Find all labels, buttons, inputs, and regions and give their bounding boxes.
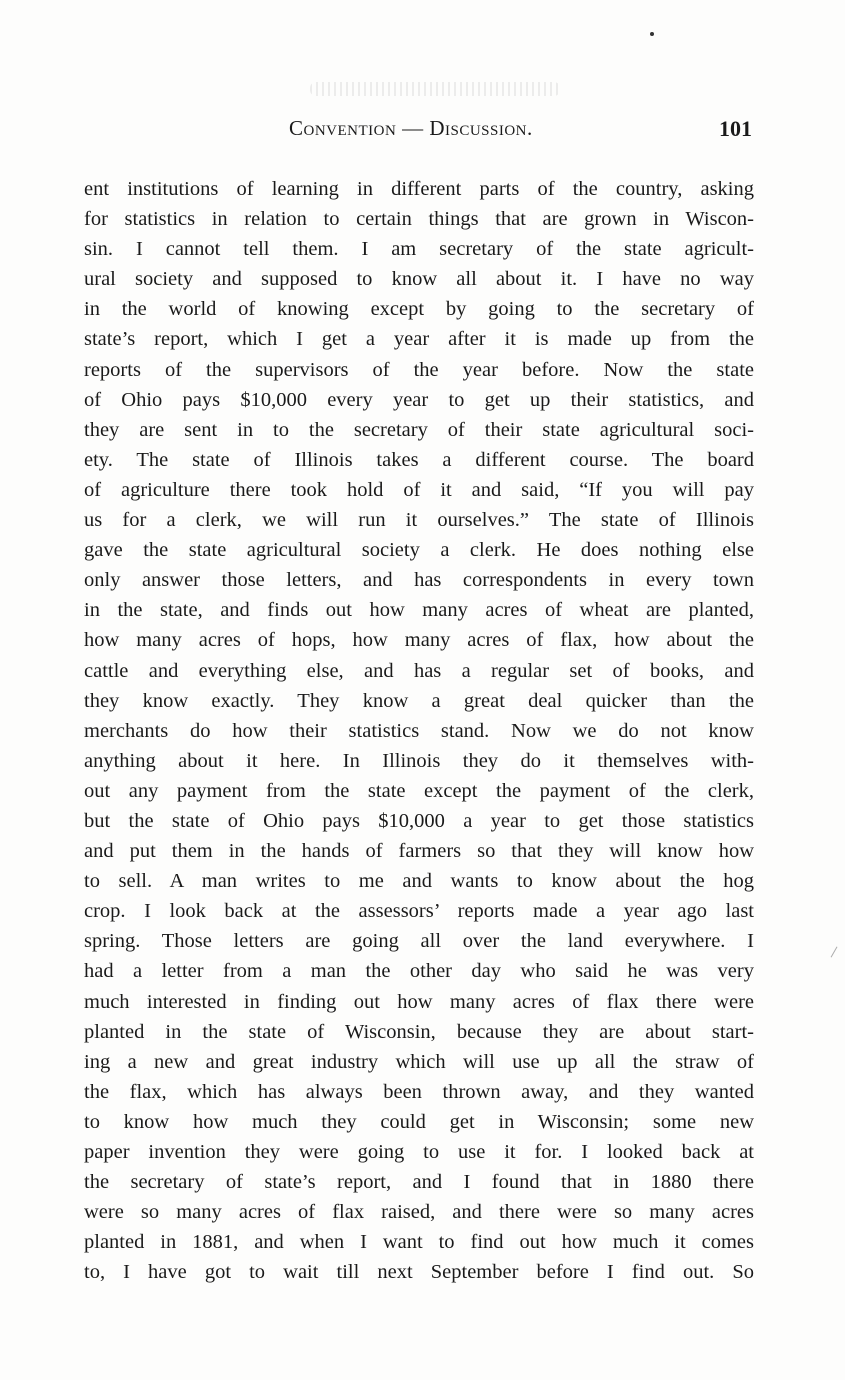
margin-mark: [831, 947, 845, 962]
text-line: the secretary of state’s report, and I found that in 1880 there: [84, 1171, 754, 1194]
text-line: of agriculture there took hold of it and said, “If you will pay: [84, 478, 754, 501]
text-line: of Ohio pays $10,000 every year to get up their statistics, and: [84, 388, 754, 411]
text-line: crop. I look back at the assessors’ reports made a year ago last: [84, 900, 754, 923]
body-text: [84, 174, 754, 1287]
text-line: merchants do how their statistics stand. Now we do not know: [84, 719, 754, 742]
text-line: in the state, and finds out how many acres of wheat are planted,: [84, 599, 754, 622]
text-line: state’s report, which I get a year after it is made up from the: [84, 328, 754, 351]
text-line: had a letter from a man the other day who said he was very: [84, 960, 754, 983]
text-line: ety. The state of Illinois takes a different course. The board: [84, 448, 754, 471]
text-line: to, I have got to wait till next September before I find out. So: [84, 1261, 754, 1284]
text-line: to know how much they could get in Wisconsin; some new: [84, 1110, 754, 1133]
text-line: were so many acres of flax raised, and there were so many acres: [84, 1201, 754, 1224]
text-line: reports of the supervisors of the year before. Now the state: [84, 358, 754, 381]
text-line: and put them in the hands of farmers so that they will know how: [84, 840, 754, 863]
bleed-through-smudge: [310, 82, 560, 96]
text-line: anything about it here. In Illinois they do it themselves with-: [84, 749, 754, 772]
page-header: [84, 116, 754, 146]
text-line: they know exactly. They know a great deal quicker than the: [84, 689, 754, 712]
text-line: they are sent in to the secretary of their state agricultural soci-: [84, 418, 754, 441]
text-line: us for a clerk, we will run it ourselves.” The state of Illinois: [84, 509, 754, 532]
running-head: Convention — Discussion.: [289, 116, 533, 140]
text-line: much interested in finding out how many acres of flax there were: [84, 990, 754, 1013]
text-line: spring. Those letters are going all over the land everywhere. I: [84, 930, 754, 953]
text-line: planted in 1881, and when I want to find out how much it comes: [84, 1231, 754, 1254]
text-line: planted in the state of Wisconsin, because they are about start-: [84, 1020, 754, 1043]
text-line: paper invention they were going to use it for. I looked back at: [84, 1141, 754, 1163]
text-line: in the world of knowing except by going to the secretary of: [84, 298, 754, 321]
text-line: out any payment from the state except the payment of the clerk,: [84, 779, 754, 802]
text-line: cattle and everything else, and has a regular set of books, and: [84, 659, 754, 682]
text-line: to sell. A man writes to me and wants to know about the hog: [84, 870, 754, 893]
text-line: ural society and supposed to know all about it. I have no way: [84, 268, 754, 291]
ink-speck: [650, 32, 654, 36]
text-line: sin. I cannot tell them. I am secretary of the state agricult-: [84, 238, 754, 261]
text-line: but the state of Ohio pays $10,000 a year to get those statistics: [84, 809, 754, 832]
text-line: ing a new and great industry which will use up all the straw of: [84, 1050, 754, 1073]
text-line: for statistics in relation to certain things that are grown in Wiscon-: [84, 208, 754, 231]
page-number: 101: [719, 116, 752, 141]
text-line: only answer those letters, and has correspondents in every town: [84, 569, 754, 592]
text-line: ent institutions of learning in different parts of the country, asking: [84, 178, 754, 200]
text-line: how many acres of hops, how many acres of flax, how about the: [84, 629, 754, 652]
text-line: gave the state agricultural society a clerk. He does nothing else: [84, 539, 754, 562]
text-line: the flax, which has always been thrown away, and they wanted: [84, 1080, 754, 1103]
